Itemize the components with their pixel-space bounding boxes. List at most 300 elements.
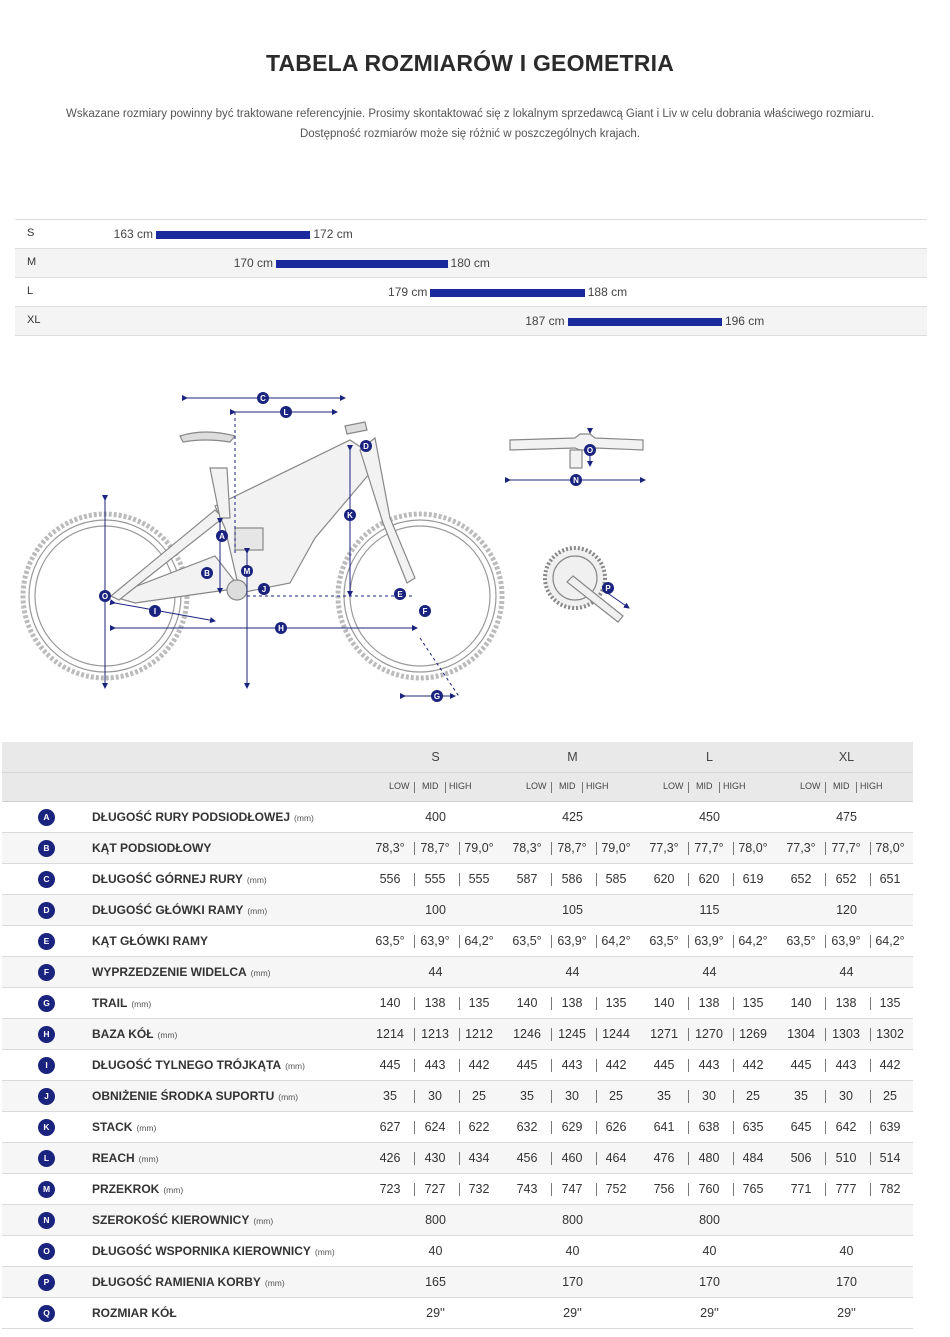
sub-label-low: LOW [526,781,547,791]
svg-text:J: J [261,585,267,594]
row-value-high: 1269 [739,1027,767,1041]
size-label: L [27,285,34,297]
row-value: 29'' [837,1306,856,1320]
svg-text:N: N [573,476,579,485]
row-unit: (mm) [138,1154,159,1164]
row-value-mid: 760 [698,1182,720,1196]
row-value-mid: 586 [561,872,583,886]
row-value-high: 585 [605,872,627,886]
sub-separator [825,782,826,793]
row-label [92,965,271,979]
svg-text:O: O [101,592,109,601]
table-row [2,1236,913,1267]
row-value-low: 35 [520,1089,534,1103]
row-value-high: 1244 [602,1027,630,1041]
row-value-mid: 78,7° [557,841,587,855]
table-row [2,926,913,957]
sub-label-low: LOW [800,781,821,791]
diagram-badge-h [275,622,287,634]
row-value-mid: 77,7° [694,841,724,855]
row-value-mid: 629 [561,1120,583,1134]
row-letter-badge: M [38,1181,55,1198]
size-label: M [27,256,37,268]
row-value-high: 442 [742,1058,764,1072]
row-letter-badge: O [38,1243,55,1260]
row-value-mid: 460 [561,1151,583,1165]
size-range-bar [568,318,722,326]
row-value-mid: 30 [428,1089,442,1103]
sub-separator [445,782,446,793]
sub-separator [719,782,720,793]
row-unit: (mm) [157,1030,178,1040]
row-label [92,903,267,917]
row-label-text: ROZMIAR KÓŁ [92,1306,177,1320]
row-value-high: 78,0° [738,841,768,855]
row-value-low: 1246 [513,1027,541,1041]
row-value-low: 63,5° [512,934,542,948]
row-value-low: 1271 [650,1027,678,1041]
size-range-bar [430,289,584,297]
table-row [2,1143,913,1174]
row-unit: (mm) [246,875,267,885]
size-label: S [27,227,35,239]
row-letter-badge: E [38,933,55,950]
row-unit: (mm) [250,968,271,978]
row-value: 475 [836,810,857,824]
row-value-high: 732 [468,1182,490,1196]
svg-text:A: A [219,532,225,541]
sub-label-high: HIGH [586,781,609,791]
row-value: 29'' [700,1306,719,1320]
row-value-high: 639 [879,1120,901,1134]
geometry-table [2,742,913,1329]
diagram-badge-c [257,392,269,404]
row-value-low: 756 [653,1182,675,1196]
row-unit: (mm) [278,1092,299,1102]
size-row-m [15,248,927,277]
table-row [2,1205,913,1236]
row-value-mid: 555 [424,872,446,886]
row-label-text: WYPRZEDZENIE WIDELCA [92,965,247,979]
row-value-low: 632 [516,1120,538,1134]
row-label [92,1120,156,1134]
row-value-mid: 63,9° [831,934,861,948]
row-value-high: 79,0° [601,841,631,855]
diagram-badge-g [431,690,443,702]
row-value-high: 135 [742,996,764,1010]
row-value-high: 25 [746,1089,760,1103]
row-label-text: DŁUGOŚĆ RAMIENIA KORBY [92,1275,261,1289]
size-max-height: 180 cm [450,256,490,270]
row-value-high: 622 [468,1120,490,1134]
row-value-high: 484 [742,1151,764,1165]
table-row [2,957,913,988]
row-value-mid: 138 [698,996,720,1010]
row-value: 170 [562,1275,583,1289]
row-value: 40 [565,1244,580,1258]
size-min-height: 170 cm [233,256,274,270]
table-body [2,802,913,1329]
row-value-mid: 430 [424,1151,446,1165]
row-value: 44 [702,965,717,979]
row-label-text: REACH [92,1151,135,1165]
row-value-low: 445 [653,1058,675,1072]
row-value-low: 620 [653,872,675,886]
row-value-high: 442 [468,1058,490,1072]
svg-text:O: O [586,446,594,455]
row-value-high: 619 [742,872,764,886]
row-label [92,1058,305,1072]
row-value: 40 [428,1244,443,1258]
row-letter-badge: P [38,1274,55,1291]
diagram-badge-a [216,530,228,542]
row-value-low: 445 [516,1058,538,1072]
svg-text:K: K [347,511,353,520]
row-value: 44 [565,965,580,979]
row-label [92,996,151,1010]
rider-size-chart [15,219,927,336]
svg-text:D: D [363,442,369,451]
row-value-low: 140 [379,996,401,1010]
svg-text:C: C [260,394,266,403]
row-value-mid: 30 [565,1089,579,1103]
row-value: 450 [699,810,720,824]
row-value-mid: 30 [839,1089,853,1103]
row-value: 44 [839,965,854,979]
row-value-low: 641 [653,1120,675,1134]
row-unit: (mm) [247,906,268,916]
row-value: 29'' [563,1306,582,1320]
row-value-mid: 480 [698,1151,720,1165]
row-value-high: 765 [742,1182,764,1196]
row-value: 115 [699,903,720,917]
svg-text:M: M [243,567,251,576]
row-label [92,1027,177,1041]
row-label-text: STACK [92,1120,133,1134]
diagram-badge-l [280,406,292,418]
row-value-high: 514 [879,1151,901,1165]
diagram-badge-p [602,582,614,594]
size-column-header-l: L [706,750,713,764]
row-value-low: 723 [379,1182,401,1196]
row-value-high: 64,2° [738,934,768,948]
row-unit: (mm) [131,999,152,1009]
row-label-text: DŁUGOŚĆ WSPORNIKA KIEROWNICY [92,1244,311,1258]
svg-text:B: B [204,569,210,578]
row-value-mid: 138 [424,996,446,1010]
row-value-mid: 443 [561,1058,583,1072]
diagram-badge-o [99,590,111,602]
diagram-badge-e [394,588,406,600]
page-title: TABELA ROZMIARÓW I GEOMETRIA [265,50,675,76]
row-letter-badge: H [38,1026,55,1043]
row-value-low: 627 [379,1120,401,1134]
sub-label-mid: MID [559,781,576,791]
size-range-bar [276,260,448,268]
svg-text:H: H [278,624,284,633]
row-value-low: 78,3° [512,841,542,855]
table-row [2,988,913,1019]
sub-label-high: HIGH [723,781,746,791]
size-range-bar [156,231,310,239]
row-label-text: KĄT GŁÓWKI RAMY [92,934,208,948]
diagram-badge-i [149,605,161,617]
row-value-low: 652 [790,872,812,886]
row-value: 170 [836,1275,857,1289]
row-letter-badge: L [38,1150,55,1167]
row-value-high: 64,2° [875,934,905,948]
row-label-text: DŁUGOŚĆ RURY PODSIODŁOWEJ [92,810,291,824]
row-value-high: 135 [468,996,490,1010]
row-unit: (mm) [163,1185,184,1195]
sub-label-mid: MID [422,781,439,791]
table-row [2,1298,913,1329]
row-value-mid: 1270 [695,1027,723,1041]
row-letter-badge: J [38,1088,55,1105]
row-letter-badge: B [38,840,55,857]
row-value: 120 [836,903,857,917]
row-value-mid: 138 [561,996,583,1010]
table-subheader [2,772,913,802]
diagram-badge-b [201,567,213,579]
row-letter-badge: A [38,809,55,826]
row-value-high: 135 [879,996,901,1010]
svg-text:P: P [605,584,611,593]
row-value: 400 [425,810,446,824]
row-value-high: 442 [605,1058,627,1072]
row-value-high: 64,2° [601,934,631,948]
size-max-height: 172 cm [313,227,353,241]
row-value-high: 555 [468,872,490,886]
row-label [92,1275,285,1289]
row-unit: (mm) [294,813,314,823]
row-value: 425 [562,810,583,824]
sub-separator [582,782,583,793]
diagram-badge-n [570,474,582,486]
row-value: 40 [839,1244,854,1258]
row-label [92,1213,273,1227]
row-letter-badge: G [38,995,55,1012]
row-value-low: 35 [657,1089,671,1103]
row-label-text: BAZA KÓŁ [92,1027,154,1041]
row-value-low: 35 [794,1089,808,1103]
row-unit: (mm) [264,1278,285,1288]
row-value: 105 [562,903,583,917]
row-value: 100 [425,903,446,917]
row-label [92,1182,183,1196]
table-row [2,1019,913,1050]
row-value-high: 626 [605,1120,627,1134]
table-size-header [2,742,913,772]
size-max-height: 188 cm [587,285,628,299]
row-value-high: 442 [879,1058,901,1072]
row-unit: (mm) [314,1247,335,1257]
row-value-mid: 1303 [832,1027,860,1041]
table-row [2,1050,913,1081]
row-label-text: DŁUGOŚĆ GÓRNEJ RURY [92,872,243,886]
row-value-mid: 63,9° [557,934,587,948]
row-unit: (mm) [285,1061,305,1071]
row-value: 170 [699,1275,720,1289]
row-value-mid: 63,9° [694,934,724,948]
row-value-high: 25 [472,1089,486,1103]
row-value-mid: 638 [698,1120,720,1134]
size-column-header-m: M [567,750,578,764]
row-letter-badge: N [38,1212,55,1229]
row-value: 800 [562,1213,583,1227]
size-label: XL [27,314,41,326]
row-value-high: 78,0° [875,841,905,855]
row-value-mid: 443 [424,1058,446,1072]
row-value-low: 587 [516,872,538,886]
sub-label-high: HIGH [449,781,472,791]
row-value-low: 771 [790,1182,812,1196]
table-row [2,895,913,926]
row-value-low: 506 [790,1151,812,1165]
sub-separator [688,782,689,793]
row-value: 44 [428,965,443,979]
row-value-mid: 777 [835,1182,857,1196]
row-unit: (mm) [253,1216,274,1226]
intro-line-2: Dostępność rozmiarów może się różnić w poszczególnych krajach. [299,128,641,140]
row-label-text: TRAIL [92,996,128,1010]
row-value-low: 140 [516,996,538,1010]
row-value: 29'' [426,1306,445,1320]
row-letter-badge: Q [38,1305,55,1322]
row-value-mid: 620 [698,872,720,886]
row-value-mid: 63,9° [420,934,450,948]
row-value-high: 25 [609,1089,623,1103]
row-value-mid: 747 [561,1182,583,1196]
row-value: 40 [702,1244,717,1258]
row-value-high: 782 [879,1182,901,1196]
size-column-header-xl: XL [838,750,855,764]
size-row-s [15,219,927,248]
row-letter-badge: I [38,1057,55,1074]
svg-text:F: F [422,607,428,616]
row-value-mid: 624 [424,1120,446,1134]
row-label [92,1306,177,1320]
row-value-mid: 510 [835,1151,857,1165]
row-label [92,872,267,886]
diagram-badge-k [344,509,356,521]
row-label [92,934,208,948]
row-value-low: 426 [379,1151,401,1165]
row-value-mid: 78,7° [420,841,450,855]
row-letter-badge: F [38,964,55,981]
row-value-mid: 77,7° [831,841,861,855]
row-value-high: 752 [605,1182,627,1196]
row-value-mid: 138 [835,996,857,1010]
row-letter-badge: D [38,902,55,919]
row-label-text: KĄT PODSIODŁOWY [92,841,212,855]
sub-separator [414,782,415,793]
row-value-low: 1214 [376,1027,404,1041]
size-min-height: 163 cm [113,227,153,241]
sub-separator [856,782,857,793]
diagram-badge-o2 [584,444,596,456]
row-label-text: PRZEKROK [92,1182,160,1196]
row-value-low: 77,3° [649,841,679,855]
bike-geometry-diagram [15,378,665,708]
row-label [92,1151,159,1165]
row-value-mid: 1213 [421,1027,449,1041]
row-value-high: 635 [742,1120,764,1134]
row-value: 800 [699,1213,720,1227]
row-value-low: 556 [379,872,401,886]
row-value-low: 476 [653,1151,675,1165]
row-value-mid: 443 [835,1058,857,1072]
table-row [2,1174,913,1205]
row-value-low: 445 [379,1058,401,1072]
table-row [2,1267,913,1298]
row-label [92,810,314,824]
handlebar-diagram [510,434,643,468]
sub-label-mid: MID [696,781,713,791]
diagram-badge-m [241,565,253,577]
sub-label-low: LOW [663,781,684,791]
row-value-low: 78,3° [375,841,405,855]
row-label [92,841,211,855]
row-value-mid: 652 [835,872,857,886]
row-label-text: OBNIŻENIE ŚRODKA SUPORTU [92,1089,275,1103]
row-value-high: 135 [605,996,627,1010]
row-value-low: 63,5° [375,934,405,948]
row-letter-badge: C [38,871,55,888]
row-label-text: DŁUGOŚĆ GŁÓWKI RAMY [92,903,244,917]
sub-label-mid: MID [833,781,850,791]
row-value-mid: 727 [424,1182,446,1196]
row-value-high: 434 [468,1151,490,1165]
row-value-high: 25 [883,1089,897,1103]
row-value-high: 1212 [465,1027,493,1041]
row-letter-badge: K [38,1119,55,1136]
row-value-low: 1304 [787,1027,815,1041]
row-value-low: 445 [790,1058,812,1072]
row-value-low: 77,3° [786,841,816,855]
row-value-high: 1302 [876,1027,904,1041]
svg-text:I: I [153,607,157,616]
row-value-low: 645 [790,1120,812,1134]
svg-text:L: L [283,408,289,417]
svg-text:G: G [433,692,441,701]
row-value-mid: 642 [835,1120,857,1134]
row-value-high: 464 [605,1151,627,1165]
row-value-low: 63,5° [786,934,816,948]
row-value-high: 651 [879,872,901,886]
row-value-high: 64,2° [464,934,494,948]
size-column-header-s: S [431,750,440,764]
size-row-l [15,277,927,306]
size-max-height: 196 cm [724,314,765,328]
row-value-low: 35 [383,1089,397,1103]
row-label [92,1089,298,1103]
row-value: 800 [425,1213,446,1227]
row-label [92,1244,335,1258]
diagram-badge-d [360,440,372,452]
table-row [2,833,913,864]
svg-text:E: E [397,590,403,599]
size-row-xl [15,306,927,336]
table-row [2,864,913,895]
table-row [2,1081,913,1112]
table-row [2,1112,913,1143]
row-value-low: 456 [516,1151,538,1165]
row-value-mid: 30 [702,1089,716,1103]
intro-line-1: Wskazane rozmiary powinny być traktowane referencyjnie. Prosimy skontaktować się z lokalnym sprzedawcą Giant i Liv w celu dobrania właściwego rozmiaru. [66,108,874,120]
row-label-text: DŁUGOŚĆ TYLNEGO TRÓJKĄTA [92,1058,282,1072]
sub-label-high: HIGH [860,781,883,791]
